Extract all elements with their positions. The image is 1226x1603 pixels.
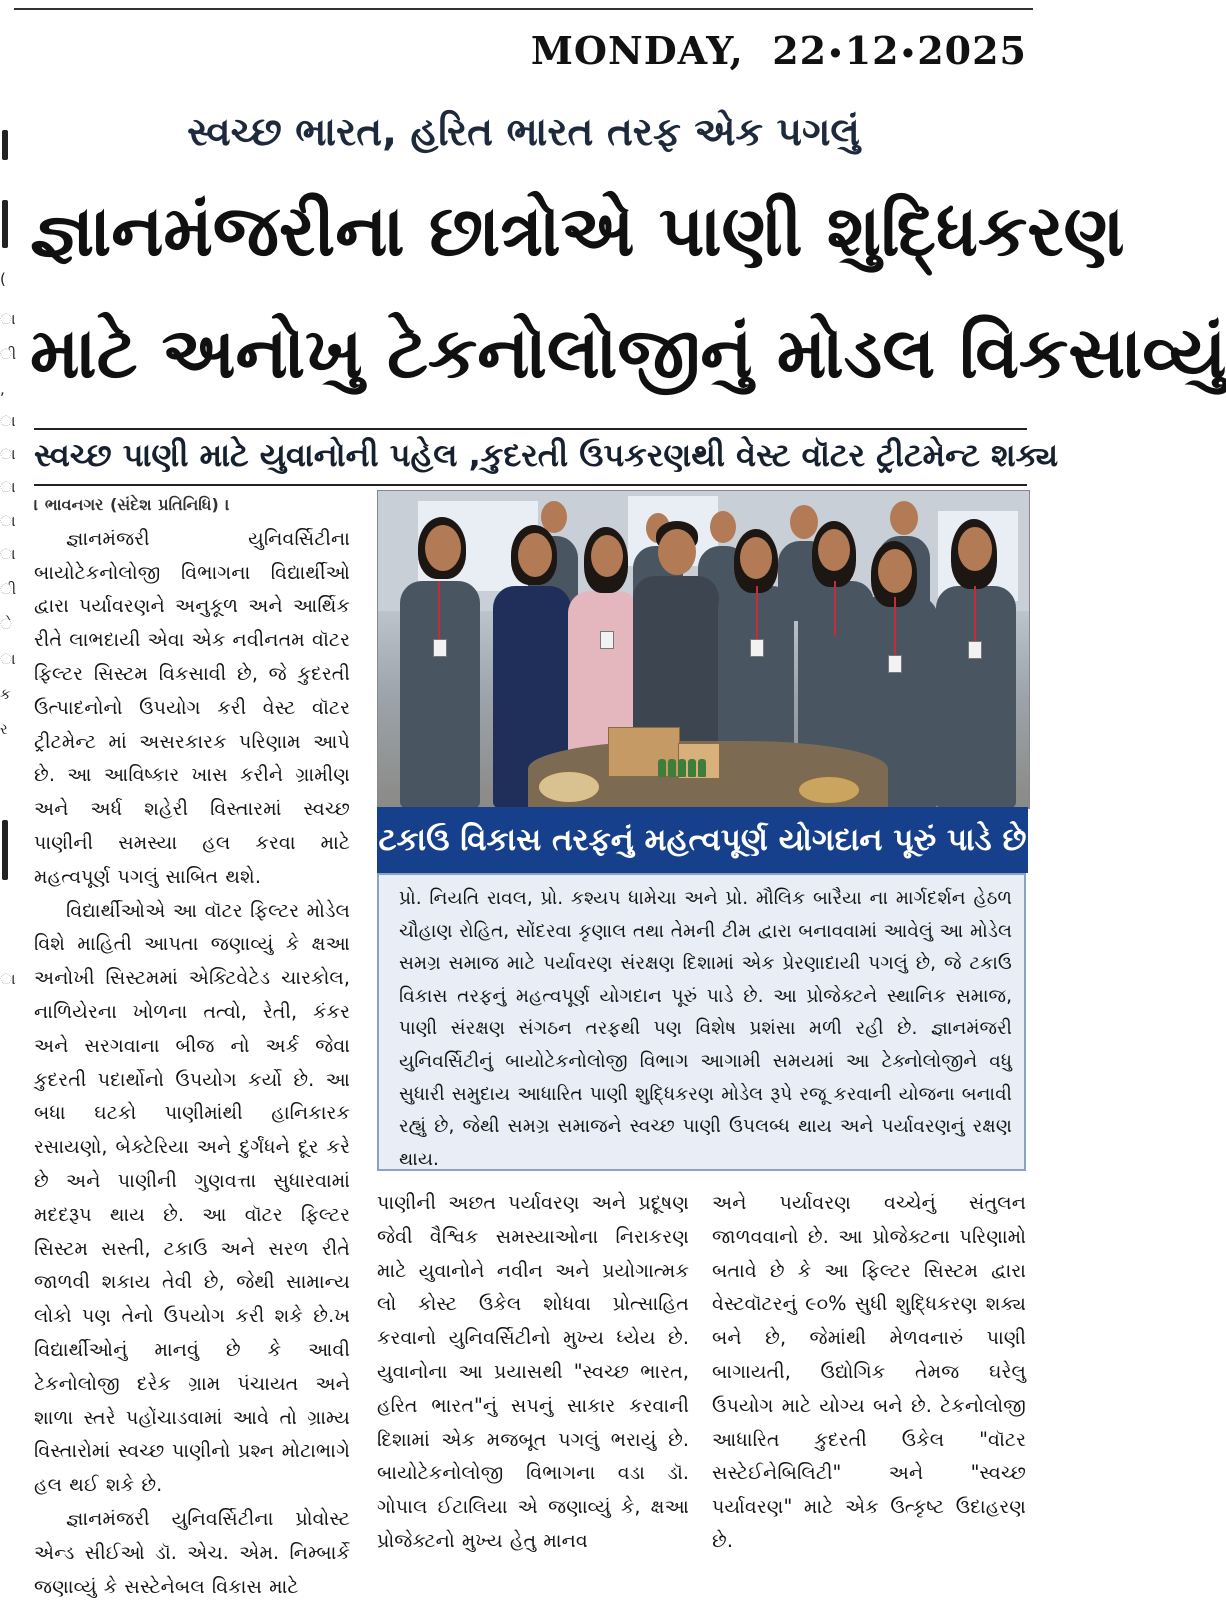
photo-caption: ટકાઉ વિકાસ તરફનું મહત્વપૂર્ણ યોગદાન પૂરું પાડે છે <box>377 807 1028 873</box>
edge-glyph: ા <box>0 512 16 530</box>
main-headline-line-1: જ્ઞાનમંજરીના છાત્રોએ પાણી શુદ્ધિકરણ <box>30 190 1125 272</box>
photo-person-head <box>425 525 461 571</box>
photo-lanyard <box>756 586 758 641</box>
photo-lanyard <box>894 597 896 657</box>
photo-person-head <box>518 533 552 577</box>
photo-bottle <box>658 759 666 777</box>
photo-tray <box>538 771 600 803</box>
subhead-rule-bottom <box>34 484 1027 486</box>
article-paragraph: અને પર્યાવરણ વચ્ચેનું સંતુલન જાળવવાનો છે. આ પ્રોજેક્ટના પરિણામો બતાવે છે કે આ ફિલ્ટર સિસ્ટમ દ્વારા વેસ્ટવૉટરનું ૯૦% સુધી શુદ્ધિકરણ શક્ય બને છે, જેમાંથી મેળવનારું પાણી બાગાયતી, ઉદ્યોગિક તેમજ ઘરેલુ ઉપયોગ માટે યોગ્ય બને છે. ટેકનોલોજી આધારિત કુદરતી ઉકેલ "વૉટર સસ્ટેઈનેબિલિટી" અને "સ્વચ્છ પર્યાવરણ" માટે એક ઉત્કૃષ્ટ ઉદાહરણ છે. <box>712 1191 1026 1552</box>
photo-person <box>936 586 1016 808</box>
edge-glyph: ા <box>0 412 16 430</box>
article-paragraph: પાણીની અછત પર્યાવરણ અને પ્રદૂષણ જેવી વૈશ્વિક સમસ્યાઓના નિરાકરણ માટે યુવાનોને નવીન અને પ્રયોગાત્મક લો કોસ્ટ ઉકેલ શોધવા પ્રોત્સાહિત કરવાનો યુનિવર્સિટીનો મુખ્ય ધ્યેય છે. યુવાનોના આ પ્રયાસથી "સ્વચ્છ ભારત, હરિત ભારત"નું સપનું સાકાર કરવાની દિશામાં એક મજબૂત પગલું ભરાયું છે. બાયોટેકનોલોજી વિભાગના વડા ડૉ. ગોપાલ ઈટાલિયા એ જણાવ્યું કે, ક્ષઆ પ્રોજેક્ટનો મુખ્ય હેતુ માનવ <box>377 1191 689 1552</box>
article-paragraph: જ્ઞાનમંજરી યુનિવર્સિટીના પ્રોવોસ્ટ એન્ડ સીઈઓ ડૉ. એચ. એમ. નિમ્બાર્કે જણાવ્યું કે સસ્ટેનેબલ વિકાસ માટે <box>34 1506 350 1598</box>
edge-glyph: ા <box>0 310 16 328</box>
photo-bottle <box>668 759 676 777</box>
edge-glyph: ક <box>0 685 11 703</box>
top-rule <box>14 8 1033 10</box>
photo-id-card <box>600 631 614 649</box>
photo-person-head <box>740 537 772 579</box>
photo-lanyard <box>438 581 440 641</box>
date-separator: • <box>827 39 845 70</box>
date-month: 12 <box>844 28 900 73</box>
main-headline-line-2: માટે અનોખુ ટેકનોલોજીનું મોડલ વિકસાવ્યું <box>30 312 1226 394</box>
date-day-number: 22 <box>772 28 828 73</box>
photo-id-card <box>750 639 764 657</box>
photo-person-head <box>658 529 696 575</box>
edge-glyph: ા <box>0 970 16 988</box>
date-year: 2025 <box>917 28 1027 73</box>
photo-id-card <box>888 655 902 673</box>
edge-mark <box>2 820 8 880</box>
photo-bottle <box>678 759 686 777</box>
photo-person-head <box>818 529 850 571</box>
article-dateline: । ભાવનગર (સંદેશ પ્રતિનિધિ) । <box>34 495 230 514</box>
photo-lanyard <box>974 586 976 641</box>
photo-person-head <box>958 527 992 571</box>
article-paragraph: વિદ્યાર્થીઓએ આ વૉટર ફિલ્ટર મોડેલ વિશે માહિતી આપતા જણાવ્યું કે ક્ષઆ અનોખી સિસ્ટમમાં એક્ટિવેટેડ ચારકોલ, નાળિયેરના ખોળના તત્વો, રેતી, કંકર અને સરગવાના બીજ નો અર્ક જેવા કુદરતી પદાર્થોનો ઉપયોગ કર્યો છે. આ બધા ઘટકો પાણીમાંથી હાનિકારક રસાયણો, બેક્ટેરિયા અને દુર્ગંધને દૂર કરે છે અને પાણીની ગુણવત્તા સુધારવામાં મદદરૂપ થાય છે. આ વૉટર ફિલ્ટર સિસ્ટમ સસ્તી, ટકાઉ અને સરળ રીતે જાળવી શકાય તેવી છે, જેથી સામાન્ય લોકો પણ તેનો ઉપયોગ કરી શકે છે.ખ વિદ્યાર્થીઓનું માનવું છે કે આવી ટેકનોલોજી દરેક ગ્રામ પંચાયત અને શાળા સ્તરે પહોંચાડવામાં આવે તો ગ્રામ્ય વિસ્તારોમાં સ્વચ્છ પાણીનો પ્રશ્ન મોટાભાગે હલ થઈ શકે છે. <box>34 898 350 1497</box>
photo-person-head <box>878 549 912 593</box>
edge-glyph: , <box>0 380 5 398</box>
photo-person-head <box>710 511 736 543</box>
article-column-3 <box>712 1186 1026 1552</box>
photo-person <box>400 581 480 808</box>
highlight-box <box>377 873 1026 1171</box>
photo-id-card <box>968 641 982 659</box>
edge-glyph: ા <box>0 545 16 563</box>
edge-glyph: ા <box>0 650 16 668</box>
edge-glyph: ા <box>0 445 16 463</box>
edge-glyph: ી <box>0 345 17 363</box>
article-paragraph: જ્ઞાનમંજરી યુનિવર્સિટીના બાયોટેકનોલોજી વિભાગના વિદ્યાર્થીઓ દ્વારા પર્યાવરણને અનુકૂળ અને આર્થિક રીતે લાભદાયી એવા એક નવીનતમ વૉટર ફિલ્ટર સિસ્ટમ વિકસાવી છે, જે કુદરતી ઉત્પાદનોનો ઉપયોગ કરી વેસ્ટ વૉટર ટ્રીટમેન્ટ માં અસરકારક પરિણામ આપે છે. આ આવિષ્કાર ખાસ કરીને ગ્રામીણ અને અર્ધ શહેરી વિસ્તારમાં સ્વચ્છ પાણીની સમસ્યા હલ કરવા માટે મહત્વપૂર્ણ પગલું સાબિત થશે. <box>34 526 350 888</box>
edge-glyph: ર <box>0 720 8 738</box>
group-photo <box>377 490 1030 809</box>
edge-glyph: ા <box>0 478 16 496</box>
page-date <box>531 28 1027 73</box>
subhead-rule-top <box>34 428 1027 430</box>
edge-glyph: ે <box>0 615 12 633</box>
kicker-headline: સ્વચ્છ ભારત, હરિત ભારત તરફ એક પગલું <box>187 110 860 155</box>
photo-bottle <box>698 759 706 777</box>
photo-lanyard <box>834 581 836 636</box>
photo-tray <box>798 776 860 804</box>
left-edge-cut-column <box>0 40 22 1520</box>
article-column-1 <box>34 488 350 1598</box>
photo-person-head <box>591 535 623 577</box>
sub-headline: સ્વચ્છ પાણી માટે યુવાનોની પહેલ ,કુદરતી ઉપકરણથી વેસ્ટ વૉટર ટ્રીટમેન્ટ શક્ય <box>34 436 1059 474</box>
photo-person-head <box>790 505 818 539</box>
photo-bottle <box>688 759 696 777</box>
edge-glyph: ી <box>0 580 17 598</box>
article-column-2 <box>377 1186 689 1552</box>
edge-mark <box>2 200 8 248</box>
date-day: MONDAY, <box>530 28 744 73</box>
highlight-box-text: પ્રો. નિયતિ રાવલ, પ્રો. કશ્યપ ધામેચા અને પ્રો. મૌલિક બારૈયા ના માર્ગદર્શન હેઠળ ચૌહાણ રોહિત, સોંદરવા કૃણાલ તથા તેમની ટીમ દ્વારા બનાવવામાં આવેલું આ મોડેલ સમગ્ર સમાજ માટે પર્યાવરણ સંરક્ષણ દિશામાં એક પ્રેરણાદાયી પગલું છે, જે ટકાઉ વિકાસ તરફનું મહત્વપૂર્ણ યોગદાન પૂરું પાડે છે. આ પ્રોજેક્ટને સ્થાનિક સમાજ, પાણી સંરક્ષણ સંગઠન તરફથી પણ વિશેષ પ્રશંસા મળી રહી છે. જ્ઞાનમંજરી યુનિવર્સિટીનું બાયોટેકનોલોજી વિભાગ આગામી સમયમાં આ ટેક્નોલોજીને વધુ સુધારી સમુદાય આધારિત પાણી શુદ્ધિકરણ મોડેલ રૂપે રજૂ કરવાની યોજના બનાવી રહ્યું છે, જેથી સમગ્ર સમાજને સ્વચ્છ પાણી ઉપલબ્ધ થાય અને પર્યાવરણનું રક્ષણ થાય. <box>399 888 1012 1170</box>
photo-person-head <box>890 501 918 535</box>
photo-id-card <box>433 639 447 657</box>
edge-glyph: ( <box>0 270 6 288</box>
date-separator: • <box>899 39 918 70</box>
